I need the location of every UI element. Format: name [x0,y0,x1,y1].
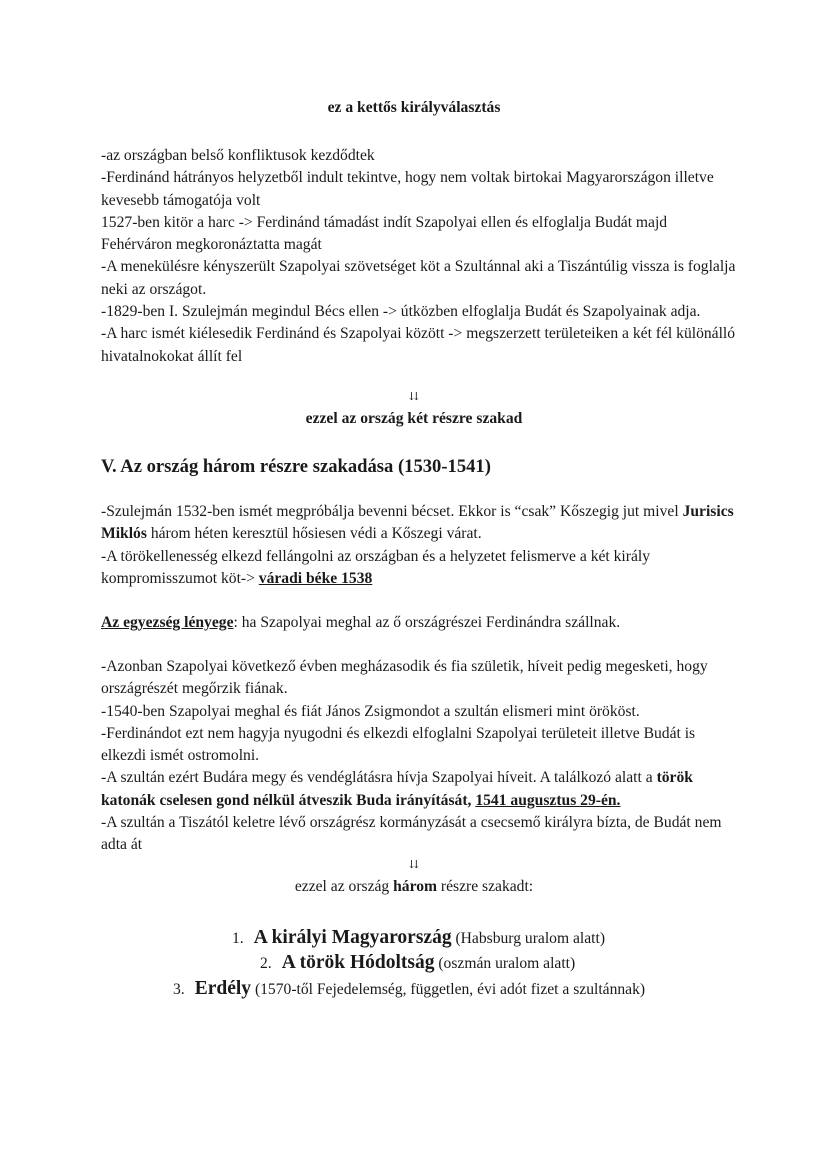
text-span: -A törökellenesség elkezd fellángolni az országban és a helyzetet felismerve a két király kompromisszumot köt-> [101,547,651,587]
text-line [101,501,741,546]
list-item-name: A királyi Magyarország [253,927,452,948]
list-number: 1. [232,930,244,947]
double-down-arrow-icon: ⇊ [409,391,419,403]
text-line: -Ferdinándot ezt nem hagyja nyugodni és elkezdi elfoglalni Szapolyai területeit illetve Budát is elkezdi ismét ostromolni. [101,724,696,765]
list-item [232,925,605,952]
text-line: -1829-ben I. Szulejmán megindul Bécs ellen -> útközben elfoglalja Budát és Szapolyainak adja. [101,303,701,321]
text-span: ezzel az ország [294,878,394,895]
text-span: -Szulejmán 1532-ben ismét megpróbálja bevenni bécset. Ekkor is “csak” Kőszegig jut mivel [101,503,683,520]
paragraph-essence [101,612,741,634]
list-number: 2. [260,955,272,972]
name-jurisics: Jurisics Miklós [101,503,734,543]
text-line [101,612,741,634]
list-item-note: (1570-től Fejedelemség, független, évi adót fizet a szultánnak) [251,981,646,998]
paragraph-conflict [101,145,741,368]
essence-text: : ha Szapolyai meghal az ő országrészei Ferdinándra szállnak. [233,614,621,631]
list-item-note: (Habsburg uralom alatt) [451,930,606,947]
list-item-name: Erdély [194,978,252,999]
essence-label: Az egyezség lényege [101,614,234,631]
document-title: ez a kettős királyválasztás [327,99,501,116]
date-highlight: 1541 augusztus 29-én. [475,791,621,809]
list-item-note: (oszmán uralom alatt) [434,955,576,972]
list-item [173,976,645,1003]
bold-three: három [393,878,438,895]
list-number: 3. [173,981,185,998]
text-line: -1540-ben Szapolyai meghal és fiát János Zsigmondot a szultán elismeri mint örököst. [101,702,640,720]
text-span: három héten keresztül hősiesen védi a Kőszegi várat. [146,525,482,543]
text-line: -A menekülésre kényszerült Szapolyai szövetséget köt a Szultánnal aki a Tiszántúlig vissza is foglalja neki az országot. [101,258,736,298]
text-line: -A harc ismét kiélesedik Ferdinánd és Szapolyai között -> megszerzett területeiken a két fél különálló hivatalnokokat állít fel [101,325,736,365]
list-item-name: A török Hódoltság [281,952,435,973]
text-line: -A szultán a Tiszától keletre lévő országrész kormányzását a csecsemő királyra bízta, de Budát nem adta át [101,814,722,854]
section-heading: V. Az ország három részre szakadása (1530-1541) [101,456,491,477]
paragraph-buda [101,656,741,857]
conclusion-three-parts [0,878,828,896]
text-line: -Azonban Szapolyai következő évben megházasodik és fia születik, híveit pedig megesketi, hogy országrészét megőrzik fiának. [101,658,708,698]
varad-peace-highlight: váradi béke 1538 [258,569,373,587]
text-line [101,546,741,591]
list-item [260,950,575,977]
bold-buda-takeover: török katonák cselesen gond nélkül átveszik Buda irányítását, [101,769,693,809]
double-down-arrow-icon: ⇊ [409,859,419,871]
text-line: -Ferdinánd hátrányos helyzetből indult tekintve, hogy nem voltak birtokai Magyarországon illetve kevesebb támogatója volt [101,169,714,209]
text-span: -A szultán ezért Budára megy és vendéglátásra hívja Szapolyai híveit. A találkozó alatt a [101,769,657,787]
text-line: -az országban belső konfliktusok kezdődtek [101,147,375,164]
conclusion-two-parts: ezzel az ország két részre szakad [305,410,523,427]
paragraph-koszeg [101,501,741,590]
text-line [101,767,741,812]
text-line: 1527-ben kitör a harc -> Ferdinánd támadást indít Szapolyai ellen és elfoglalja Budát majd Fehérváron megkoronáztatta magát [101,213,668,254]
text-span: részre szakadt: [437,878,534,895]
